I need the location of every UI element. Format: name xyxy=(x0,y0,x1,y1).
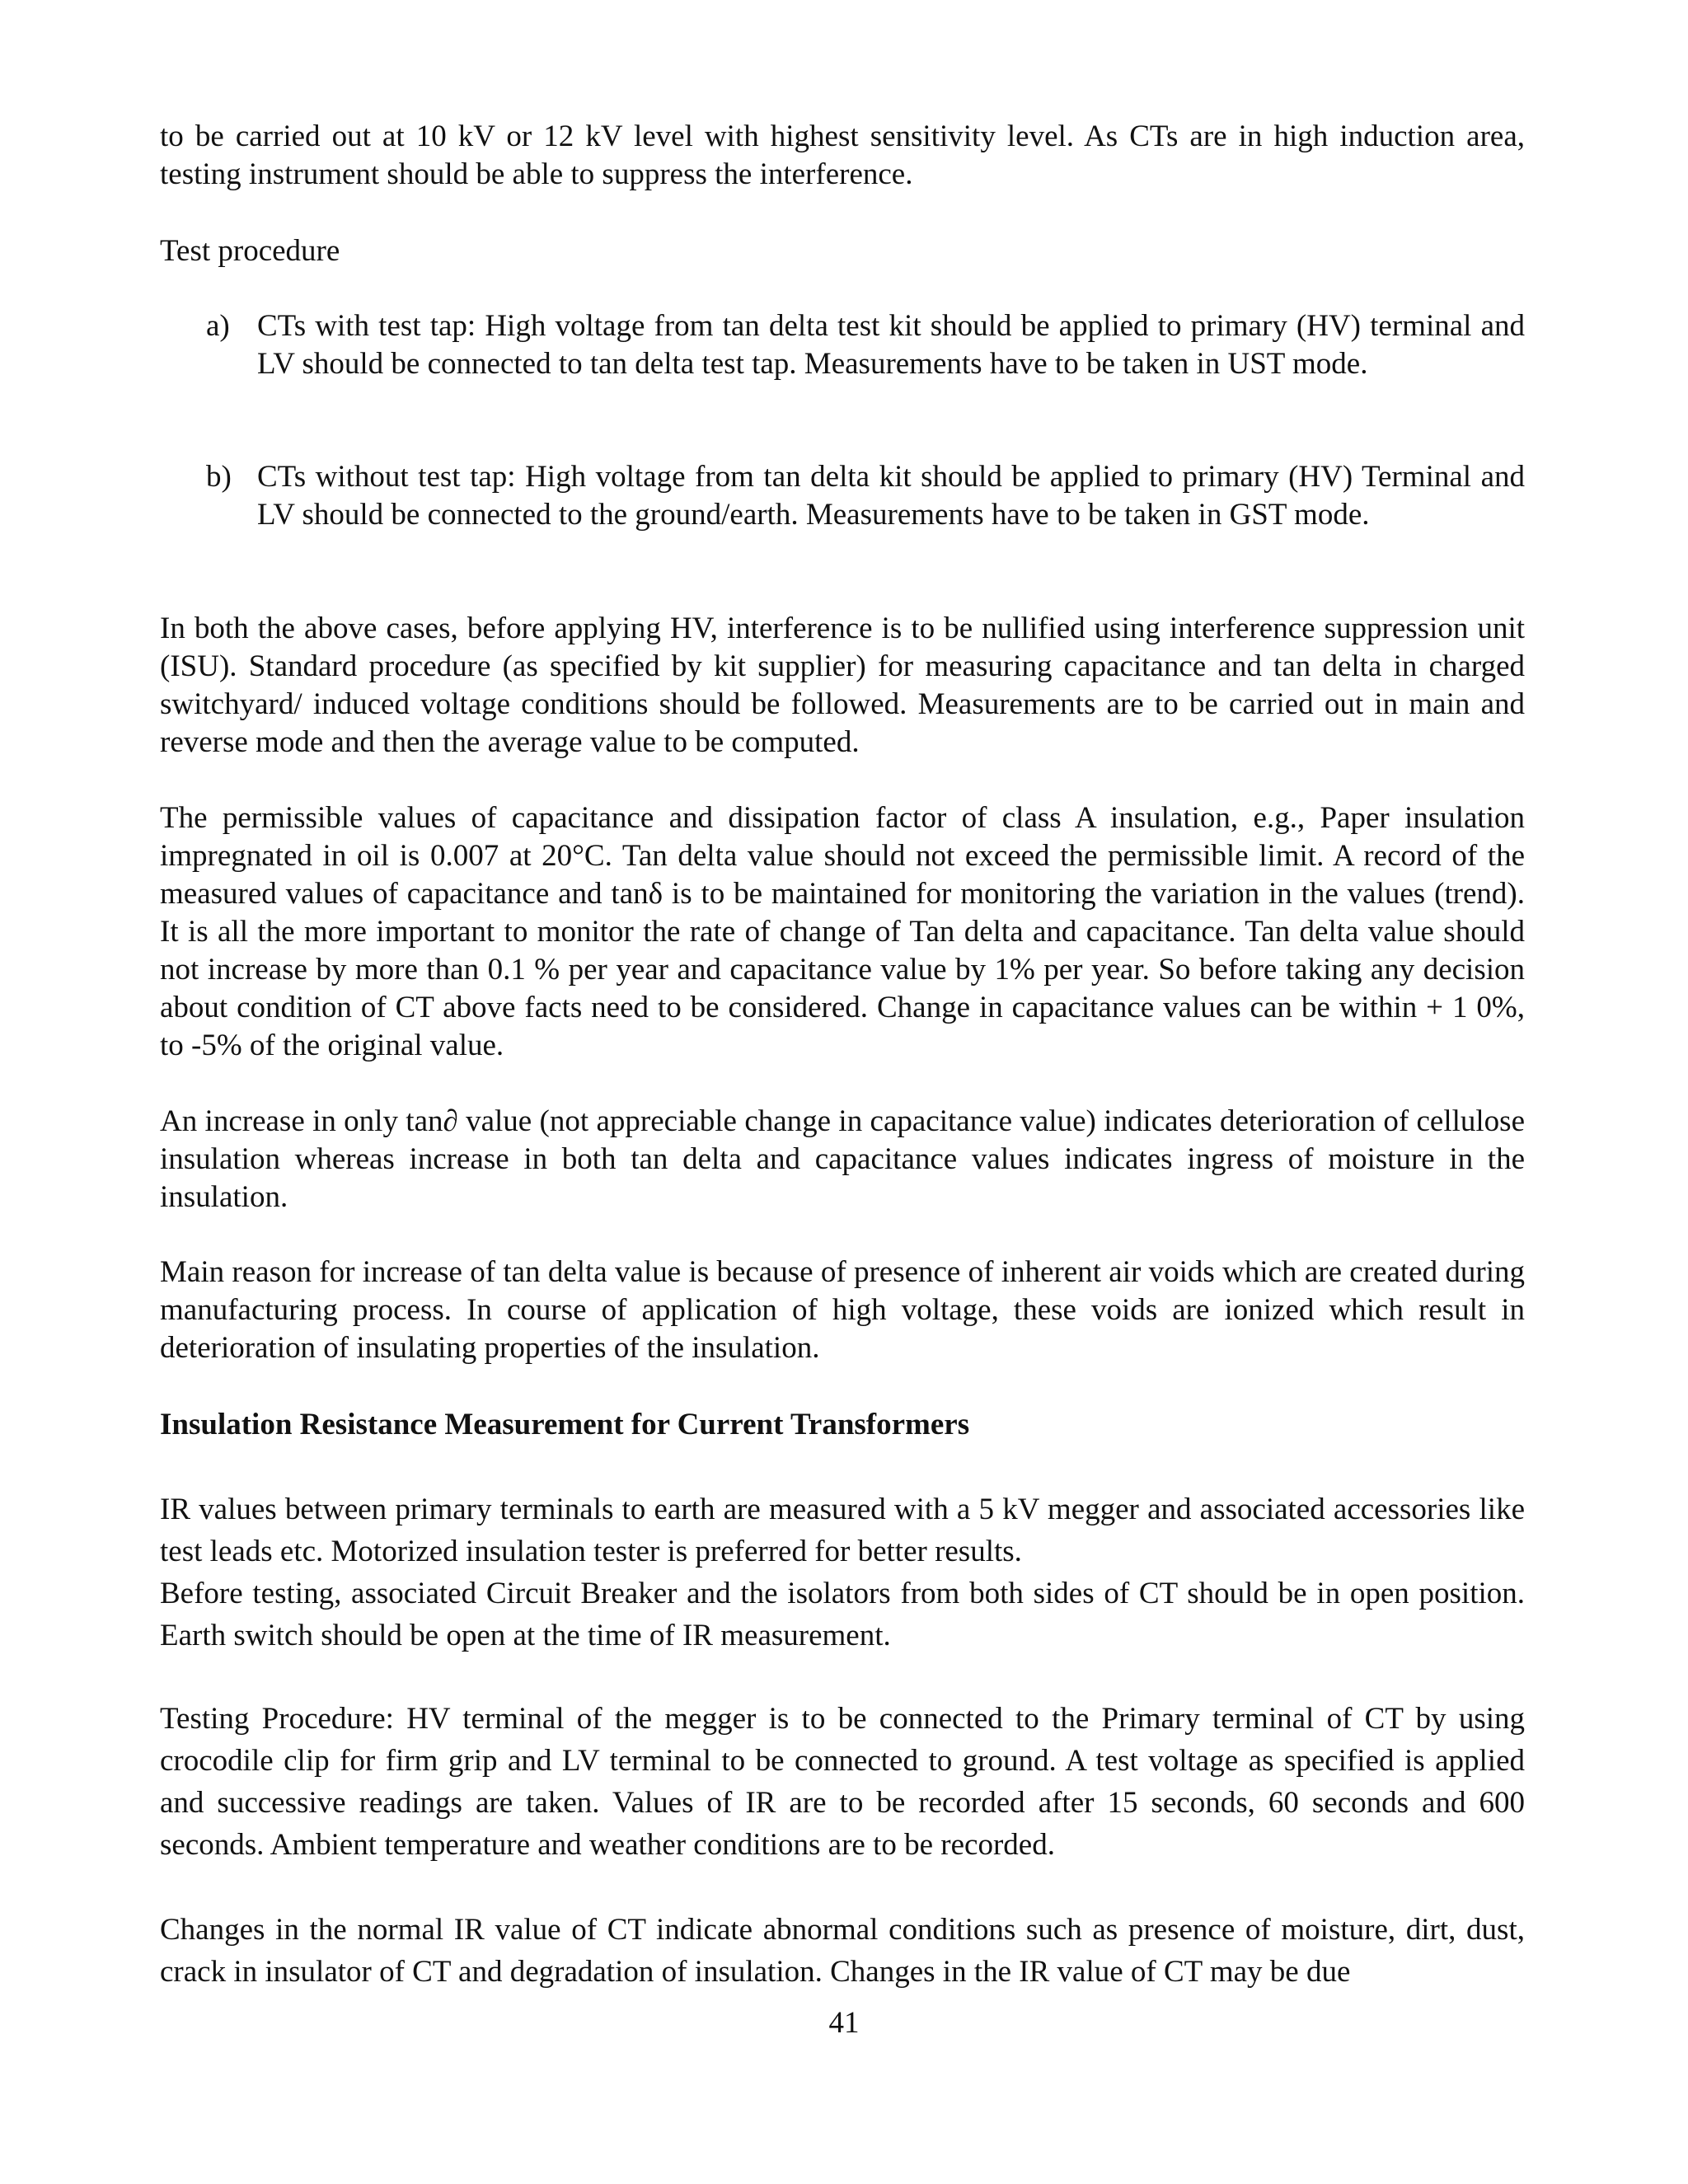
paragraph-cases: In both the above cases, before applying HV, interference is to be nullified using interference suppression unit (ISU). Standard procedure (as specified by kit supplier) for measuring capacitance and tan delta in charged switchyard/ induced voltage conditions should be followed. Measurements are to be carried out in main and reverse mode and then the average value to be computed. xyxy=(160,612,1525,759)
section-heading: Insulation Resistance Measurement for Current Transformers xyxy=(160,1408,970,1441)
paragraph-testing-procedure: Testing Procedure: HV terminal of the megger is to be connected to the Primary terminal of CT by using crocodile clip for firm grip and LV terminal to be connected to ground. A test voltage as specified is applied and successive readings are taken. Values of IR are to be recorded after 15 seconds, 60 seconds and 600 seconds. Ambient temperature and weather conditions are to be recorded. xyxy=(160,1702,1525,1862)
paragraph-ir-values: IR values between primary terminals to earth are measured with a 5 kV megger and associated accessories like test leads etc. Motorized insulation tester is preferred for better results. xyxy=(160,1493,1525,1568)
paragraph-before-testing: Before testing, associated Circuit Breaker and the isolators from both sides of CT should be in open position. Earth switch should be open at the time of IR measurement. xyxy=(160,1577,1525,1652)
paragraph-main-reason: Main reason for increase of tan delta value is because of presence of inherent air voids which are created during manufacturing process. In course of application of high voltage, these voids are ionized which result in deterioration of insulating properties of the insulation. xyxy=(160,1255,1525,1365)
intro-paragraph: to be carried out at 10 kV or 12 kV level with highest sensitivity level. As CTs are in high induction area, testing instrument should be able to suppress the interference. xyxy=(160,120,1525,191)
paragraph-tan-increase: An increase in only tan∂ value (not appreciable change in capacitance value) indicates deterioration of cellulose insulation whereas increase in both tan delta and capacitance values indicates ingress of moisture in the insulation. xyxy=(160,1104,1525,1214)
page-number: 41 xyxy=(828,2006,860,2040)
list-item-text: CTs with test tap: High voltage from tan delta test kit should be applied to primary (HV) terminal and LV should be connected to tan delta test tap. Measurements have to be taken in UST mode. xyxy=(257,309,1525,381)
list-item-text: CTs without test tap: High voltage from tan delta kit should be applied to primary (HV) Terminal and LV should be connected to the ground/earth. Measurements have to be taken in GST mode. xyxy=(257,460,1525,532)
paragraph-permissible-values: The permissible values of capacitance and dissipation factor of class A insulation, e.g., Paper insulation impregnated in oil is 0.007 at 20°C. Tan delta value should not exceed the permissible limit. A record of the measured values of capacitance and tanδ is to be maintained for monitoring the variation in the values (trend). It is all the more important to monitor the rate of change of Tan delta and capacitance. Tan delta value should not increase by more than 0.1 % per year and capacitance value by 1% per year. So before taking any decision about condition of CT above facts need to be considered. Change in capacitance values can be within + 1 0%, to -5% of the original value. xyxy=(160,801,1525,1062)
procedure-item-a xyxy=(206,307,1525,383)
paragraph-ir-changes: Changes in the normal IR value of CT indicate abnormal conditions such as presence of moisture, dirt, dust, crack in insulator of CT and degradation of insulation. Changes in the IR value of CT may be due xyxy=(160,1913,1525,1989)
list-marker: a) xyxy=(206,309,230,343)
procedure-item-b xyxy=(206,458,1525,534)
list-marker: b) xyxy=(206,460,232,494)
test-procedure-label: Test procedure xyxy=(160,234,340,268)
